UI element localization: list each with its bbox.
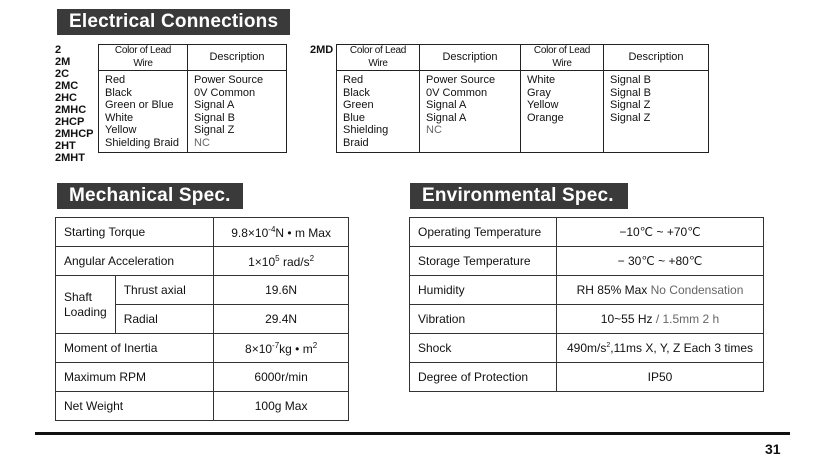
- model-2md: 2MD: [310, 44, 334, 56]
- lead-color-cell: White: [99, 112, 188, 125]
- lead-color-cell: Yellow: [99, 124, 188, 137]
- vibration-value: 10~55 Hz / 1.5mm 2 h: [557, 305, 764, 334]
- net-weight-value: 100g Max: [214, 392, 349, 421]
- description-cell: Signal B: [604, 71, 709, 87]
- lead-wire-table-left: [98, 44, 287, 153]
- lead-color-cell: Orange: [521, 112, 604, 125]
- radial-value: 29.4N: [214, 305, 349, 334]
- header-description: Description: [420, 45, 521, 71]
- bottom-rule: [35, 432, 790, 435]
- humidity-label: Humidity: [410, 276, 557, 305]
- description-cell: 0V Common: [420, 87, 521, 100]
- protection-label: Degree of Protection: [410, 363, 557, 392]
- environmental-spec-table: [409, 217, 764, 392]
- table-row: [337, 124, 709, 153]
- max-rpm-value: 6000r/min: [214, 363, 349, 392]
- description-cell: Signal Z: [604, 112, 709, 125]
- description-cell: Signal Z: [188, 124, 287, 137]
- table-row: [99, 112, 287, 125]
- table-row: [337, 71, 709, 87]
- header-description-2: Description: [604, 45, 709, 71]
- table-row: [56, 392, 349, 421]
- description-cell: NC: [188, 137, 287, 153]
- description-cell: Signal A: [188, 99, 287, 112]
- table-row: [56, 334, 349, 363]
- description-cell: Signal B: [604, 87, 709, 100]
- model-item: 2HT: [55, 140, 76, 152]
- description-cell: Signal A: [420, 99, 521, 112]
- model-item: 2: [55, 44, 62, 56]
- description-cell: 0V Common: [188, 87, 287, 100]
- storage-temp-value: − 30℃ ~ +80℃: [557, 247, 764, 276]
- table-row: [337, 87, 709, 100]
- mechanical-spec-table: [55, 217, 349, 421]
- header-description: Description: [188, 45, 287, 71]
- description-cell: Signal B: [188, 112, 287, 125]
- lead-color-cell: Black: [99, 87, 188, 100]
- thrust-axial-value: 19.6N: [214, 276, 349, 305]
- table-row: [56, 247, 349, 276]
- vibration-label: Vibration: [410, 305, 557, 334]
- environmental-spec-header: Environmental Spec.: [410, 183, 628, 209]
- model-item: 2C: [55, 68, 70, 80]
- header-lead-color: Color of Lead Wire: [337, 45, 420, 71]
- shock-value: $490m/s^2,11ms$ X, Y, Z Each 3 times: [557, 334, 764, 363]
- model-item: 2MC: [55, 80, 79, 92]
- description-cell: Signal A: [420, 112, 521, 125]
- table-row: [99, 124, 287, 137]
- lead-color-cell: Green: [337, 99, 420, 112]
- lead-color-cell: White: [521, 71, 604, 87]
- operating-temp-label: Operating Temperature: [410, 218, 557, 247]
- table-row: [56, 218, 349, 247]
- thrust-axial-label: Thrust axial: [115, 276, 213, 305]
- model-item: 2HCP: [55, 116, 85, 128]
- description-cell: NC: [420, 124, 521, 153]
- angular-accel-label: Angular Acceleration: [56, 247, 214, 276]
- table-row: [410, 363, 764, 392]
- max-rpm-label: Maximum RPM: [56, 363, 214, 392]
- lead-color-cell: Red: [337, 71, 420, 87]
- lead-wire-table-right: [336, 44, 709, 153]
- table-row: [99, 137, 287, 153]
- lead-color-cell: Blue: [337, 112, 420, 125]
- starting-torque-value: $9.8\times 10^{-4}N$ • m Max: [214, 218, 349, 247]
- model-item: 2M: [55, 56, 71, 68]
- table-row: [410, 218, 764, 247]
- starting-torque-label: Starting Torque: [56, 218, 214, 247]
- table-row: [56, 363, 349, 392]
- table-row: [337, 99, 709, 112]
- model-item: 2MHT: [55, 152, 85, 164]
- table-row: [56, 276, 349, 305]
- mechanical-spec-header: Mechanical Spec.: [57, 183, 243, 209]
- model-item: 2MHCP: [55, 128, 94, 140]
- protection-value: IP50: [557, 363, 764, 392]
- lead-color-cell: Green or Blue: [99, 99, 188, 112]
- model-list: [55, 44, 94, 164]
- page-number: 31: [765, 441, 781, 457]
- inertia-value: $8\times 10^{-7}kg$ • $m^2$: [214, 334, 349, 363]
- storage-temp-label: Storage Temperature: [410, 247, 557, 276]
- table-row: [337, 112, 709, 125]
- model-item: 2HC: [55, 92, 78, 104]
- description-cell: Signal Z: [604, 99, 709, 112]
- shaft-loading-label: Shaft Loading: [56, 276, 116, 334]
- shock-label: Shock: [410, 334, 557, 363]
- radial-label: Radial: [115, 305, 213, 334]
- lead-color-cell: Gray: [521, 87, 604, 100]
- lead-color-cell: [521, 124, 604, 153]
- table-row: [99, 99, 287, 112]
- header-lead-color: Color of Lead Wire: [99, 45, 188, 71]
- lead-color-cell: Yellow: [521, 99, 604, 112]
- lead-color-cell: Shielding Braid: [99, 137, 188, 153]
- table-row: [410, 247, 764, 276]
- table-row: [99, 87, 287, 100]
- electrical-connections-header: Electrical Connections: [57, 9, 290, 35]
- table-row: [410, 334, 764, 363]
- table-row: [410, 276, 764, 305]
- inertia-label: Moment of Inertia: [56, 334, 214, 363]
- net-weight-label: Net Weight: [56, 392, 214, 421]
- description-cell: Power Source: [420, 71, 521, 87]
- description-cell: [604, 124, 709, 153]
- angular-accel-value: $1\times 10^5$ rad/$s^2$: [214, 247, 349, 276]
- description-cell: Power Source: [188, 71, 287, 87]
- lead-color-cell: Shielding Braid: [337, 124, 420, 153]
- table-row: [410, 305, 764, 334]
- operating-temp-value: −10℃ ~ +70℃: [557, 218, 764, 247]
- table-row: [99, 71, 287, 87]
- model-item: 2MHC: [55, 104, 87, 116]
- header-lead-color-2: Color of Lead Wire: [521, 45, 604, 71]
- humidity-value: RH 85% Max No Condensation: [557, 276, 764, 305]
- lead-color-cell: Red: [99, 71, 188, 87]
- lead-color-cell: Black: [337, 87, 420, 100]
